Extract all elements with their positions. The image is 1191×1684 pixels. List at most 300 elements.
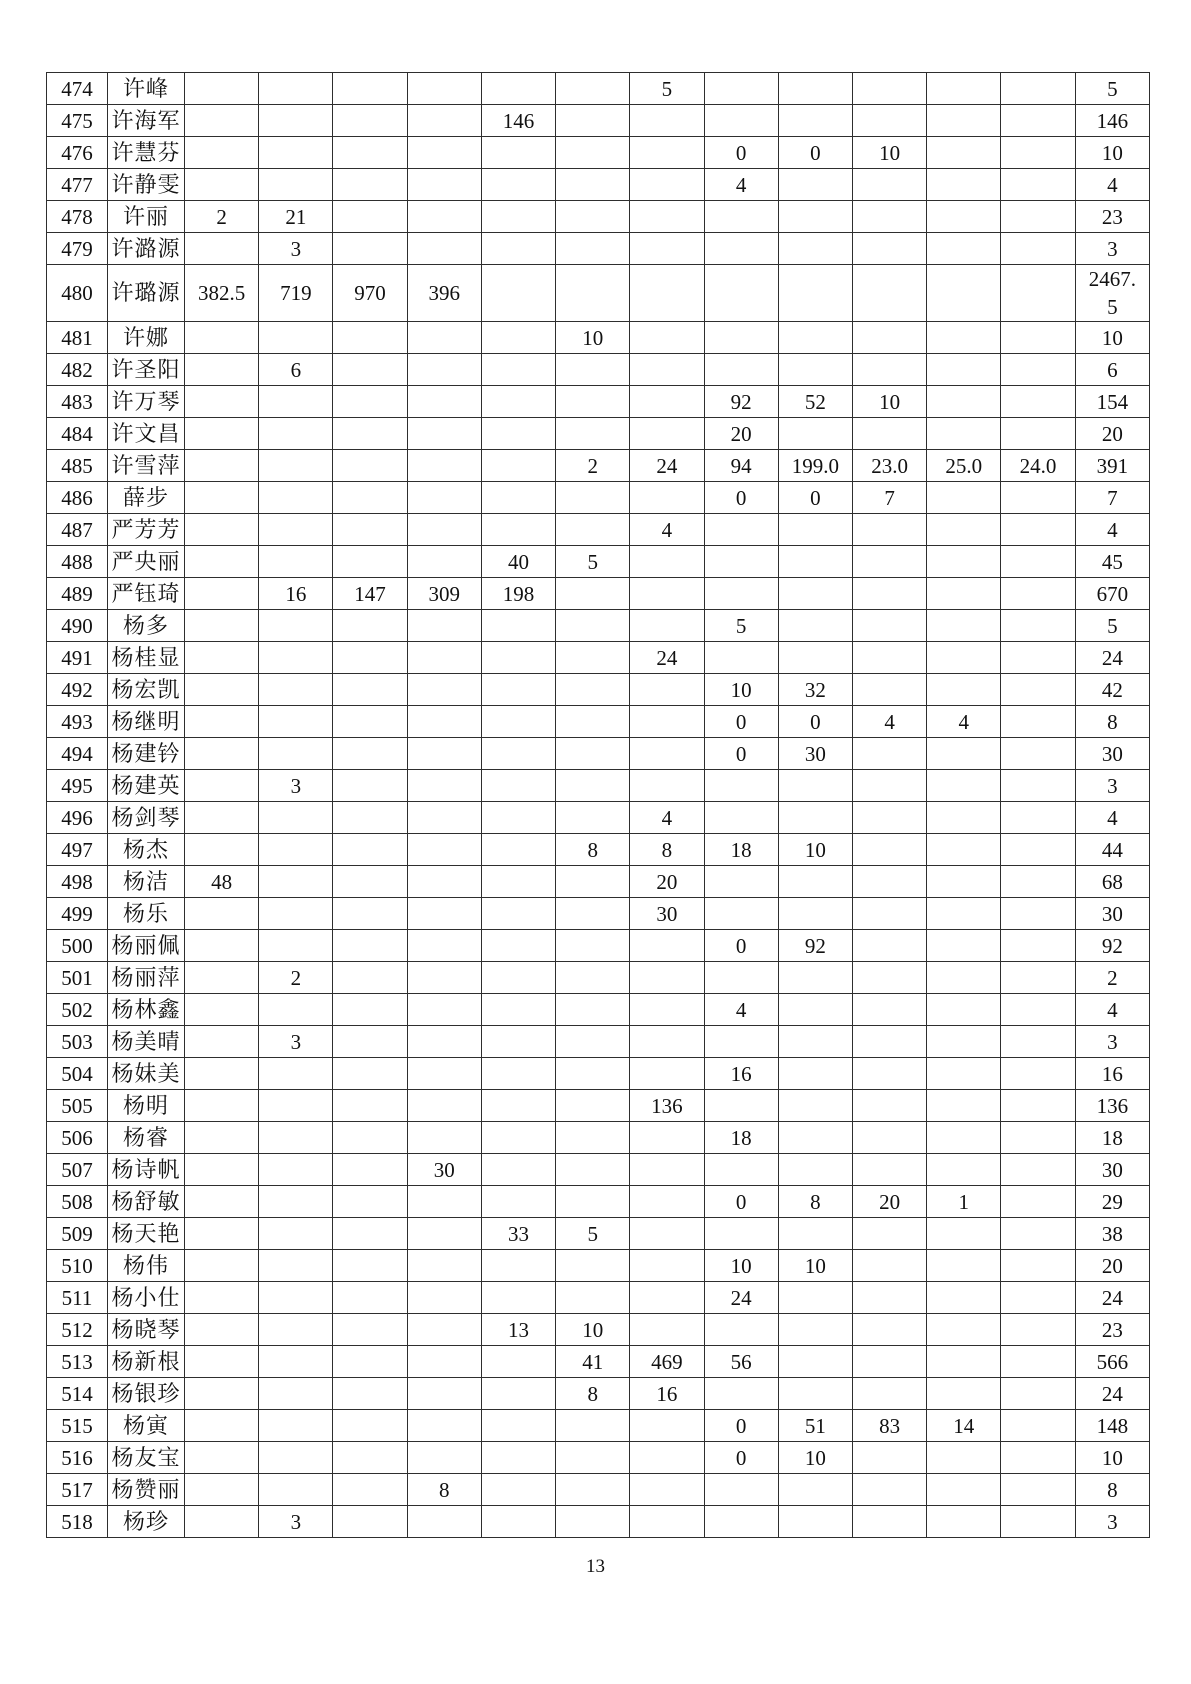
value-cell — [259, 1346, 333, 1378]
value-cell — [481, 322, 555, 354]
value-cell — [852, 866, 926, 898]
value-cell: 146 — [481, 105, 555, 137]
name-cell: 严钰琦 — [108, 578, 185, 610]
value-cell: 94 — [704, 450, 778, 482]
value-cell — [185, 482, 259, 514]
row-number-cell: 512 — [47, 1314, 108, 1346]
value-cell: 10 — [852, 137, 926, 169]
name-cell: 许丽 — [108, 201, 185, 233]
total-cell: 2 — [1075, 962, 1149, 994]
row-number-cell: 506 — [47, 1122, 108, 1154]
value-cell — [927, 322, 1001, 354]
value-cell: 8 — [407, 1474, 481, 1506]
total-cell: 4 — [1075, 514, 1149, 546]
row-number-cell: 504 — [47, 1058, 108, 1090]
total-cell: 3 — [1075, 233, 1149, 265]
value-cell — [927, 578, 1001, 610]
value-cell: 6 — [259, 354, 333, 386]
value-cell — [407, 994, 481, 1026]
value-cell — [1001, 73, 1075, 105]
name-cell: 杨宏凯 — [108, 674, 185, 706]
value-cell — [259, 706, 333, 738]
value-cell — [481, 1506, 555, 1538]
name-cell: 杨杰 — [108, 834, 185, 866]
total-cell: 3 — [1075, 1506, 1149, 1538]
value-cell — [185, 642, 259, 674]
table-row — [47, 265, 1150, 322]
name-cell: 杨乐 — [108, 898, 185, 930]
value-cell — [778, 1378, 852, 1410]
row-number-cell: 478 — [47, 201, 108, 233]
value-cell: 23.0 — [852, 450, 926, 482]
value-cell — [1001, 386, 1075, 418]
value-cell: 136 — [630, 1090, 704, 1122]
row-number-cell: 499 — [47, 898, 108, 930]
value-cell — [1001, 834, 1075, 866]
value-cell: 24 — [630, 642, 704, 674]
value-cell — [927, 674, 1001, 706]
value-cell: 147 — [333, 578, 407, 610]
value-cell — [481, 1250, 555, 1282]
table-row — [47, 1346, 1150, 1378]
value-cell — [852, 674, 926, 706]
name-cell: 许文昌 — [108, 418, 185, 450]
value-cell — [927, 1218, 1001, 1250]
value-cell — [927, 1090, 1001, 1122]
total-cell: 16 — [1075, 1058, 1149, 1090]
value-cell: 16 — [630, 1378, 704, 1410]
row-number-cell: 480 — [47, 265, 108, 322]
name-cell: 杨小仕 — [108, 1282, 185, 1314]
value-cell: 10 — [778, 1250, 852, 1282]
value-cell — [185, 1250, 259, 1282]
value-cell — [778, 169, 852, 201]
value-cell — [333, 482, 407, 514]
value-cell — [259, 738, 333, 770]
value-cell: 719 — [259, 265, 333, 322]
value-cell — [556, 1154, 630, 1186]
value-cell — [630, 137, 704, 169]
value-cell — [556, 1090, 630, 1122]
value-cell — [407, 73, 481, 105]
value-cell — [185, 1058, 259, 1090]
value-cell — [630, 354, 704, 386]
row-number-cell: 492 — [47, 674, 108, 706]
value-cell — [1001, 642, 1075, 674]
value-cell — [556, 578, 630, 610]
value-cell — [852, 610, 926, 642]
table-row — [47, 898, 1150, 930]
table-row — [47, 834, 1150, 866]
value-cell — [556, 137, 630, 169]
score-table — [46, 72, 1150, 1538]
value-cell — [630, 578, 704, 610]
value-cell — [927, 105, 1001, 137]
value-cell — [481, 1442, 555, 1474]
value-cell — [630, 994, 704, 1026]
value-cell: 970 — [333, 265, 407, 322]
value-cell — [481, 866, 555, 898]
value-cell — [333, 802, 407, 834]
value-cell — [778, 1282, 852, 1314]
value-cell — [1001, 1026, 1075, 1058]
value-cell — [630, 1474, 704, 1506]
value-cell — [185, 1154, 259, 1186]
value-cell — [259, 482, 333, 514]
value-cell: 30 — [630, 898, 704, 930]
value-cell — [407, 706, 481, 738]
value-cell — [778, 73, 852, 105]
row-number-cell: 476 — [47, 137, 108, 169]
value-cell — [407, 1122, 481, 1154]
value-cell — [407, 546, 481, 578]
value-cell — [1001, 482, 1075, 514]
value-cell — [630, 610, 704, 642]
value-cell — [259, 169, 333, 201]
table-row — [47, 1378, 1150, 1410]
value-cell: 3 — [259, 770, 333, 802]
value-cell — [333, 233, 407, 265]
table-row — [47, 930, 1150, 962]
value-cell — [630, 1186, 704, 1218]
value-cell — [333, 1154, 407, 1186]
value-cell: 5 — [630, 73, 704, 105]
value-cell — [556, 1282, 630, 1314]
value-cell — [630, 1314, 704, 1346]
value-cell — [259, 898, 333, 930]
value-cell — [927, 738, 1001, 770]
value-cell — [630, 738, 704, 770]
value-cell — [333, 450, 407, 482]
value-cell: 396 — [407, 265, 481, 322]
total-cell: 18 — [1075, 1122, 1149, 1154]
value-cell — [1001, 514, 1075, 546]
value-cell — [185, 546, 259, 578]
table-row — [47, 514, 1150, 546]
value-cell — [927, 514, 1001, 546]
value-cell: 8 — [778, 1186, 852, 1218]
value-cell — [927, 1442, 1001, 1474]
value-cell: 92 — [778, 930, 852, 962]
total-cell: 8 — [1075, 706, 1149, 738]
value-cell — [778, 1346, 852, 1378]
value-cell — [1001, 201, 1075, 233]
value-cell — [481, 738, 555, 770]
total-cell: 92 — [1075, 930, 1149, 962]
value-cell: 10 — [556, 1314, 630, 1346]
value-cell — [333, 418, 407, 450]
value-cell — [481, 1058, 555, 1090]
value-cell — [1001, 546, 1075, 578]
value-cell — [556, 73, 630, 105]
value-cell — [185, 962, 259, 994]
value-cell — [852, 1090, 926, 1122]
value-cell — [1001, 962, 1075, 994]
value-cell — [407, 354, 481, 386]
value-cell — [852, 73, 926, 105]
value-cell — [556, 169, 630, 201]
value-cell: 4 — [704, 169, 778, 201]
value-cell — [1001, 169, 1075, 201]
value-cell: 83 — [852, 1410, 926, 1442]
value-cell — [481, 354, 555, 386]
table-row — [47, 994, 1150, 1026]
value-cell — [1001, 418, 1075, 450]
row-number-cell: 479 — [47, 233, 108, 265]
value-cell — [556, 1026, 630, 1058]
value-cell — [927, 137, 1001, 169]
value-cell: 0 — [704, 930, 778, 962]
value-cell — [1001, 1442, 1075, 1474]
value-cell — [927, 418, 1001, 450]
value-cell — [1001, 994, 1075, 1026]
value-cell — [852, 1474, 926, 1506]
value-cell — [778, 322, 852, 354]
value-cell: 16 — [259, 578, 333, 610]
value-cell: 20 — [630, 866, 704, 898]
value-cell — [630, 1218, 704, 1250]
total-cell: 6 — [1075, 354, 1149, 386]
value-cell — [259, 674, 333, 706]
value-cell — [407, 1250, 481, 1282]
value-cell — [556, 674, 630, 706]
value-cell: 309 — [407, 578, 481, 610]
value-cell — [852, 233, 926, 265]
value-cell — [185, 450, 259, 482]
value-cell — [185, 706, 259, 738]
name-cell: 杨建英 — [108, 770, 185, 802]
value-cell — [1001, 265, 1075, 322]
name-cell: 杨洁 — [108, 866, 185, 898]
value-cell — [333, 105, 407, 137]
value-cell — [556, 386, 630, 418]
row-number-cell: 501 — [47, 962, 108, 994]
value-cell: 0 — [704, 482, 778, 514]
value-cell — [1001, 1250, 1075, 1282]
value-cell — [927, 898, 1001, 930]
table-row — [47, 201, 1150, 233]
value-cell — [259, 105, 333, 137]
row-number-cell: 496 — [47, 802, 108, 834]
value-cell — [185, 105, 259, 137]
value-cell — [852, 418, 926, 450]
value-cell — [407, 514, 481, 546]
value-cell — [259, 866, 333, 898]
row-number-cell: 516 — [47, 1442, 108, 1474]
value-cell — [259, 514, 333, 546]
value-cell — [927, 1506, 1001, 1538]
value-cell: 7 — [852, 482, 926, 514]
value-cell — [852, 642, 926, 674]
value-cell — [927, 834, 1001, 866]
value-cell — [185, 1314, 259, 1346]
value-cell — [333, 610, 407, 642]
value-cell — [630, 674, 704, 706]
name-cell: 杨诗帆 — [108, 1154, 185, 1186]
value-cell — [1001, 1218, 1075, 1250]
value-cell — [927, 546, 1001, 578]
value-cell — [630, 1410, 704, 1442]
total-cell: 4 — [1075, 802, 1149, 834]
name-cell: 杨舒敏 — [108, 1186, 185, 1218]
value-cell: 0 — [704, 706, 778, 738]
value-cell: 10 — [704, 1250, 778, 1282]
name-cell: 许静雯 — [108, 169, 185, 201]
total-cell: 154 — [1075, 386, 1149, 418]
value-cell — [259, 386, 333, 418]
value-cell: 5 — [704, 610, 778, 642]
value-cell: 2 — [556, 450, 630, 482]
name-cell: 薛步 — [108, 482, 185, 514]
value-cell — [1001, 1282, 1075, 1314]
value-cell — [556, 962, 630, 994]
value-cell — [1001, 1058, 1075, 1090]
value-cell — [481, 169, 555, 201]
total-cell: 29 — [1075, 1186, 1149, 1218]
value-cell — [1001, 137, 1075, 169]
value-cell — [630, 233, 704, 265]
row-number-cell: 500 — [47, 930, 108, 962]
value-cell — [852, 930, 926, 962]
row-number-cell: 518 — [47, 1506, 108, 1538]
value-cell — [927, 610, 1001, 642]
value-cell — [333, 1122, 407, 1154]
value-cell — [630, 265, 704, 322]
value-cell: 4 — [704, 994, 778, 1026]
value-cell — [333, 1346, 407, 1378]
value-cell — [481, 1090, 555, 1122]
value-cell — [556, 265, 630, 322]
value-cell — [927, 265, 1001, 322]
row-number-cell: 507 — [47, 1154, 108, 1186]
value-cell — [1001, 322, 1075, 354]
value-cell: 10 — [778, 1442, 852, 1474]
row-number-cell: 491 — [47, 642, 108, 674]
page-number: 13 — [586, 1556, 605, 1577]
value-cell — [852, 1378, 926, 1410]
value-cell — [927, 866, 1001, 898]
value-cell — [778, 578, 852, 610]
value-cell — [1001, 738, 1075, 770]
table-row — [47, 610, 1150, 642]
value-cell — [1001, 1378, 1075, 1410]
value-cell — [407, 1090, 481, 1122]
value-cell — [556, 642, 630, 674]
table-row — [47, 1186, 1150, 1218]
value-cell — [704, 354, 778, 386]
value-cell — [481, 706, 555, 738]
value-cell — [407, 1346, 481, 1378]
table-row — [47, 137, 1150, 169]
value-cell — [407, 770, 481, 802]
value-cell: 41 — [556, 1346, 630, 1378]
value-cell: 24 — [704, 1282, 778, 1314]
value-cell — [778, 642, 852, 674]
value-cell — [927, 482, 1001, 514]
table-row — [47, 1410, 1150, 1442]
name-cell: 严央丽 — [108, 546, 185, 578]
value-cell — [852, 834, 926, 866]
row-number-cell: 510 — [47, 1250, 108, 1282]
value-cell — [481, 233, 555, 265]
value-cell — [927, 201, 1001, 233]
value-cell — [185, 930, 259, 962]
value-cell — [259, 1410, 333, 1442]
value-cell — [185, 233, 259, 265]
total-cell: 2467.5 — [1075, 265, 1149, 322]
value-cell — [481, 265, 555, 322]
value-cell — [481, 834, 555, 866]
table-row — [47, 546, 1150, 578]
value-cell — [778, 802, 852, 834]
name-cell: 许潞源 — [108, 233, 185, 265]
value-cell — [556, 418, 630, 450]
value-cell — [333, 354, 407, 386]
value-cell — [852, 1346, 926, 1378]
value-cell — [407, 834, 481, 866]
total-cell: 10 — [1075, 137, 1149, 169]
value-cell — [333, 1506, 407, 1538]
value-cell: 8 — [556, 1378, 630, 1410]
value-cell — [481, 201, 555, 233]
name-cell: 杨新根 — [108, 1346, 185, 1378]
value-cell: 3 — [259, 233, 333, 265]
row-number-cell: 485 — [47, 450, 108, 482]
value-cell: 8 — [630, 834, 704, 866]
total-cell: 23 — [1075, 201, 1149, 233]
value-cell — [333, 73, 407, 105]
value-cell — [852, 994, 926, 1026]
name-cell: 许娜 — [108, 322, 185, 354]
name-cell: 许万琴 — [108, 386, 185, 418]
value-cell — [407, 1186, 481, 1218]
value-cell — [259, 322, 333, 354]
name-cell: 杨剑琴 — [108, 802, 185, 834]
value-cell — [481, 642, 555, 674]
value-cell — [556, 866, 630, 898]
value-cell — [481, 450, 555, 482]
value-cell: 21 — [259, 201, 333, 233]
value-cell — [778, 1506, 852, 1538]
value-cell — [556, 1442, 630, 1474]
table-row — [47, 169, 1150, 201]
total-cell: 44 — [1075, 834, 1149, 866]
value-cell — [630, 1506, 704, 1538]
value-cell — [481, 137, 555, 169]
table-row — [47, 1442, 1150, 1474]
value-cell — [556, 1506, 630, 1538]
total-cell: 148 — [1075, 1410, 1149, 1442]
value-cell — [704, 105, 778, 137]
table-row — [47, 770, 1150, 802]
value-cell — [556, 898, 630, 930]
value-cell — [259, 610, 333, 642]
table-row — [47, 706, 1150, 738]
value-cell: 20 — [852, 1186, 926, 1218]
row-number-cell: 486 — [47, 482, 108, 514]
name-cell: 杨伟 — [108, 1250, 185, 1282]
value-cell — [407, 1506, 481, 1538]
value-cell — [778, 1122, 852, 1154]
table-row — [47, 962, 1150, 994]
value-cell — [407, 738, 481, 770]
value-cell: 10 — [704, 674, 778, 706]
value-cell — [927, 930, 1001, 962]
total-cell: 3 — [1075, 770, 1149, 802]
value-cell — [1001, 1314, 1075, 1346]
value-cell — [333, 1058, 407, 1090]
value-cell — [407, 1410, 481, 1442]
